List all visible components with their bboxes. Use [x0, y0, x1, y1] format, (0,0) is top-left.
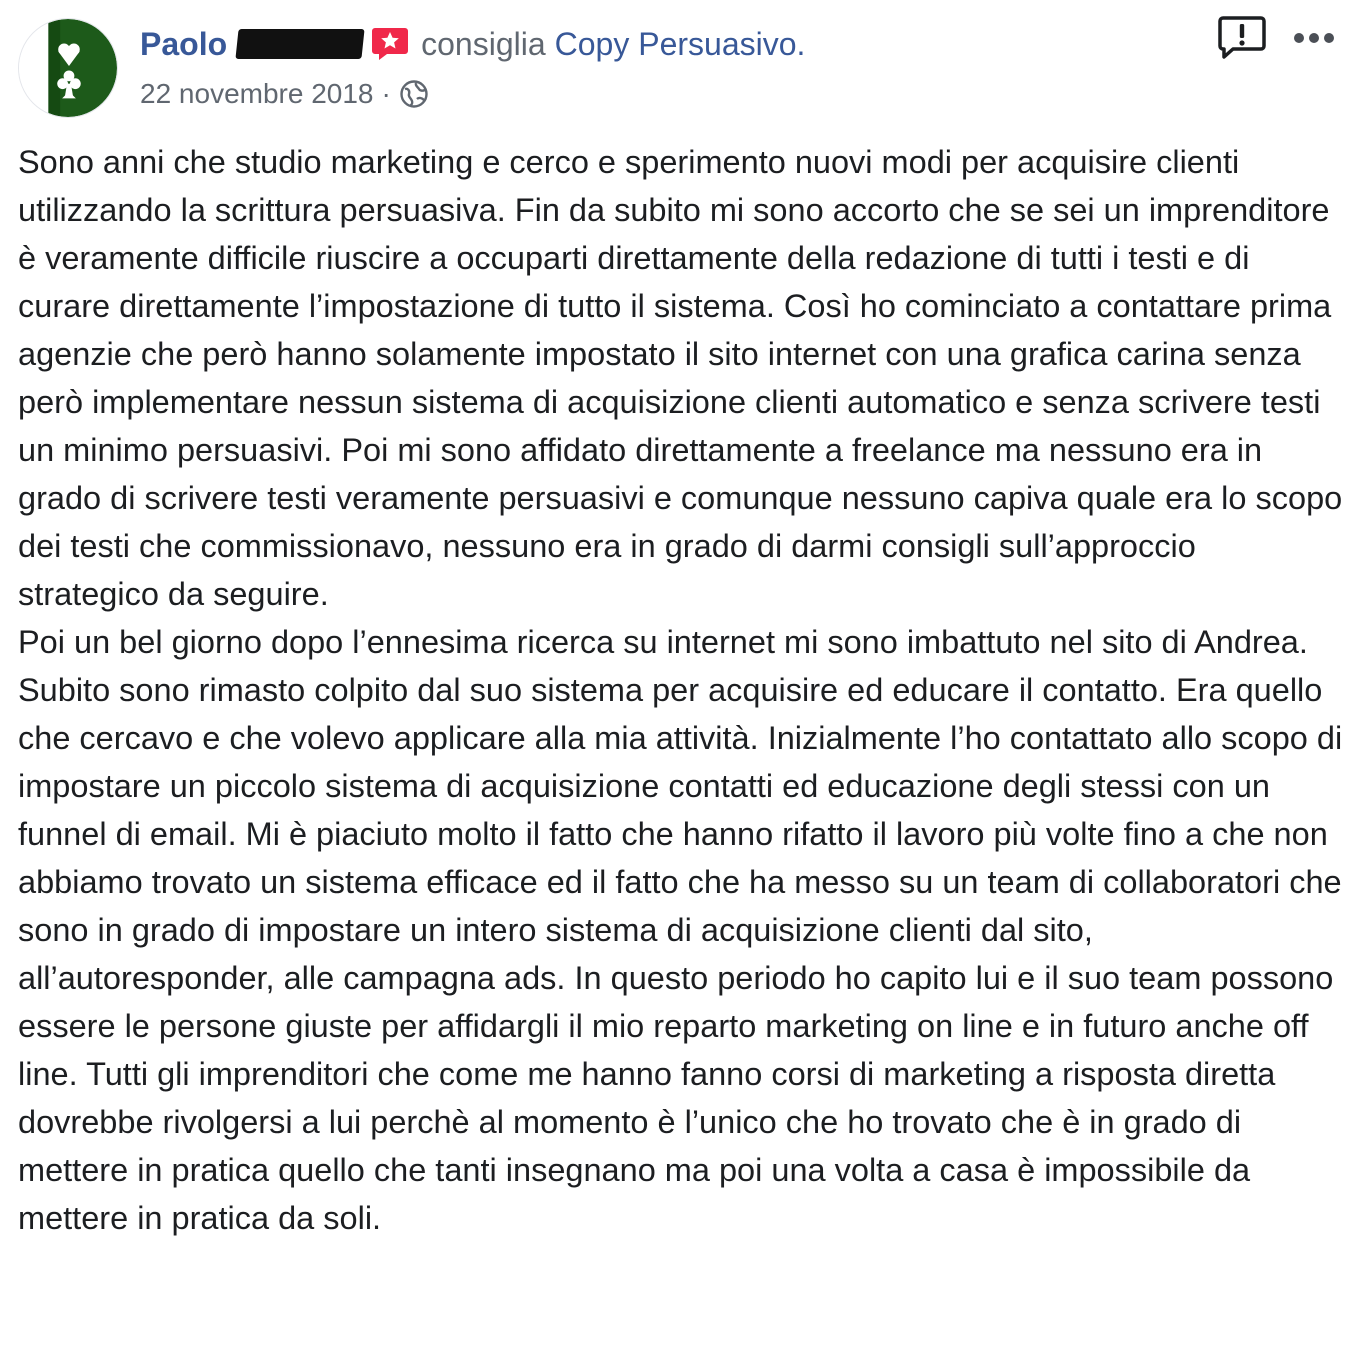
more-dots-icon — [1292, 31, 1336, 50]
post-actions — [1214, 14, 1342, 66]
more-options-button[interactable] — [1286, 14, 1342, 66]
globe-icon[interactable] — [399, 79, 429, 109]
post-body — [18, 138, 1343, 1242]
post-paragraph: Sono anni che studio marketing e cerco e sperimento nuovi modi per acquisire clienti utilizzando la scrittura persuasiva. Fin da subito mi sono accorto che se sei un imprenditore è veramente difficile riuscire a occuparti direttamente della redazione di tutti i testi e di curare direttamente l’impostazione di tutto il sistema. Così ho cominciato a contattare prima agenzie che però hanno solamente impostato il sito internet con una grafica carina senza però implementare nessun sistema di acquisizione clienti automatico e senza scrivere testi un minimo persuasivi. Poi mi sono affidato direttamente a freelance ma nessuno era in grado di scrivere testi veramente persuasivi e comunque nessuno capiva quale era lo scopo dei testi che commissionavo, nessuno era in grado di darmi consigli sull’approccio strategico da seguire. — [18, 144, 1343, 612]
avatar[interactable] — [18, 18, 118, 118]
report-speech-bubble-icon — [1217, 15, 1267, 66]
meta-separator: · — [381, 78, 391, 109]
recommend-action-text: consiglia — [421, 25, 546, 62]
author-name[interactable]: Paolo — [140, 25, 228, 62]
recommended-page-link[interactable]: Copy Persuasivo. — [554, 25, 806, 62]
redacted-surname — [236, 29, 365, 59]
post-header — [140, 22, 805, 66]
post-meta — [140, 76, 429, 112]
post-date[interactable]: 22 novembre 2018 — [140, 78, 374, 109]
recommendation-star-icon — [371, 27, 409, 61]
report-button[interactable] — [1214, 14, 1270, 66]
post-paragraph: Poi un bel giorno dopo l’ennesima ricerca su internet mi sono imbattuto nel sito di Andrea. Subito sono rimasto colpito dal suo sistema per acquisire ed educare il contatto. Era quello che cercavo e che volevo applicare alla mia attività. Inizialmente l’ho contattato allo scopo di impostare un piccolo sistema di acquisizione contatti ed educazione degli stessi con un funnel di email. Mi è piaciuto molto il fatto che hanno rifatto il lavoro più volte fino a che non abbiamo trovato un sistema efficace ed il fatto che ha messo su un team di collaboratori che sono in grado di impostare un intero sistema di acquisizione clienti dal sito, all’autoresponder, alle campagna ads. In questo periodo ho capito lui e il suo team possono essere le persone giuste per affidargli il mio reparto marketing on line e in futuro anche off line. Tutti gli imprenditori che come me hanno fanno corsi di marketing a risposta diretta dovrebbe rivolgersi a lui perchè al momento è l’unico che ho trovato che è in grado di mettere in pratica quello che tanti insegnano ma poi una volta a casa è impossibile da mettere in pratica da soli. — [18, 624, 1343, 1236]
avatar-club-emblem-icon — [19, 19, 117, 117]
